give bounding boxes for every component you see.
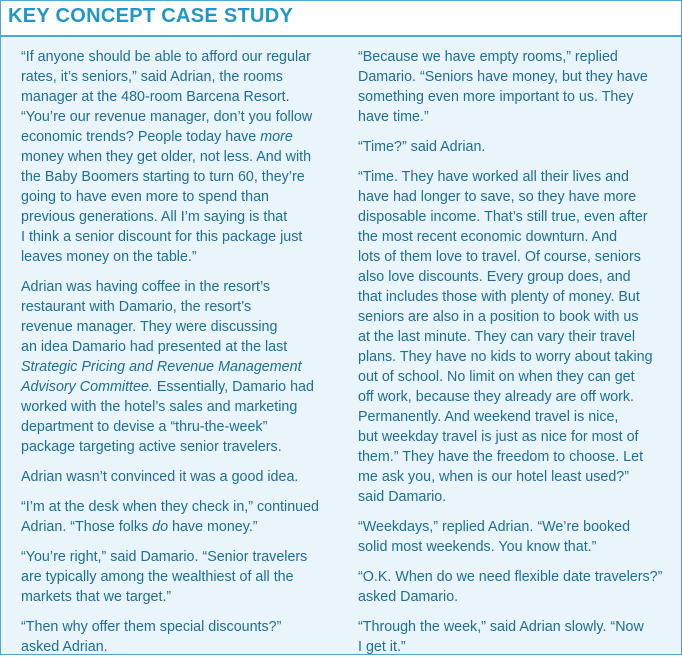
paragraph-get-it: “Through the week,” said Adrian slowly. “Now I get it.” (358, 619, 644, 655)
paragraph-flexible-dates: “O.K. When do we need flexible date travelers?” asked Damario. (358, 569, 663, 605)
paragraph-desk: “I’m at the desk when they check in,” continued Adrian. “Those folks do have money.” (21, 499, 320, 535)
paragraph-time-question: “Time?” said Adrian. (358, 139, 486, 155)
paragraph-weekdays: “Weekdays,” replied Adrian. “We’re booked solid most weekends. You know that.” (358, 519, 631, 555)
paragraph-empty-rooms: “Because we have empty rooms,” replied Damario. “Seniors have money, but they have something even more important to us. They have time.” (358, 49, 648, 125)
committee-name-line1: Strategic Pricing and Revenue Management (21, 359, 302, 375)
paragraph-coffee-meeting: Adrian was having coffee in the resort’s restaurant with Damario, the resort’s revenue manager. They were discussing an idea Damario had presented at the last Strategic Pricing and Revenue Management Advisory Committee. Essentially, Damario had worked with the hotel’s sales and marketing department to devise a “thru-the-week” package targeting active senior travelers. (21, 279, 314, 455)
case-study-header (1, 1, 681, 37)
left-column (21, 47, 339, 667)
paragraph-adrian-rates: “If anyone should be able to afford our regular rates, it’s seniors,” said Adrian, the rooms manager at the 480-room Barcena Resort. “You’re our revenue manager, don’t you follow economic trends? People today have more money when they get older, not less. And with the Baby Boomers starting to turn 60, they’re going to have even more to spend than previous generations. All I’m saying is that I think a senior discount for this package just leaves money on the table.” (21, 49, 313, 265)
emphasis-more: more (260, 129, 293, 145)
paragraph-time-explanation: “Time. They have worked all their lives and have had longer to save, so they have more disposable income. That’s still true, even after the most recent economic downturn. And lots of them love to travel. Of course, seniors also love discounts. Every group does, and that includes those with plenty of money. But seniors are also in a position to book with us at the last minute. They can vary their travel plans. They have no kids to worry about taking out of school. No limit on when they can get off work, because they already are off work. Permanently. And weekend travel is nice, but weekday travel is just as nice for most of them.” They have the freedom to choose. Let me ask you, when is our hotel least used?” said Damario. (358, 169, 653, 505)
paragraph-not-convinced: Adrian wasn’t convinced it was a good idea. (21, 469, 299, 485)
paragraph-wealthiest: “You’re right,” said Damario. “Senior travelers are typically among the wealthiest of all the markets that we target.” (21, 549, 308, 605)
committee-name-line2: Advisory Committee. (21, 379, 153, 395)
case-study-title: KEY CONCEPT CASE STUDY (8, 5, 294, 27)
paragraph-why-discounts: “Then why offer them special discounts?” asked Adrian. (21, 619, 282, 655)
emphasis-do: do (152, 519, 169, 535)
right-column (358, 47, 668, 667)
